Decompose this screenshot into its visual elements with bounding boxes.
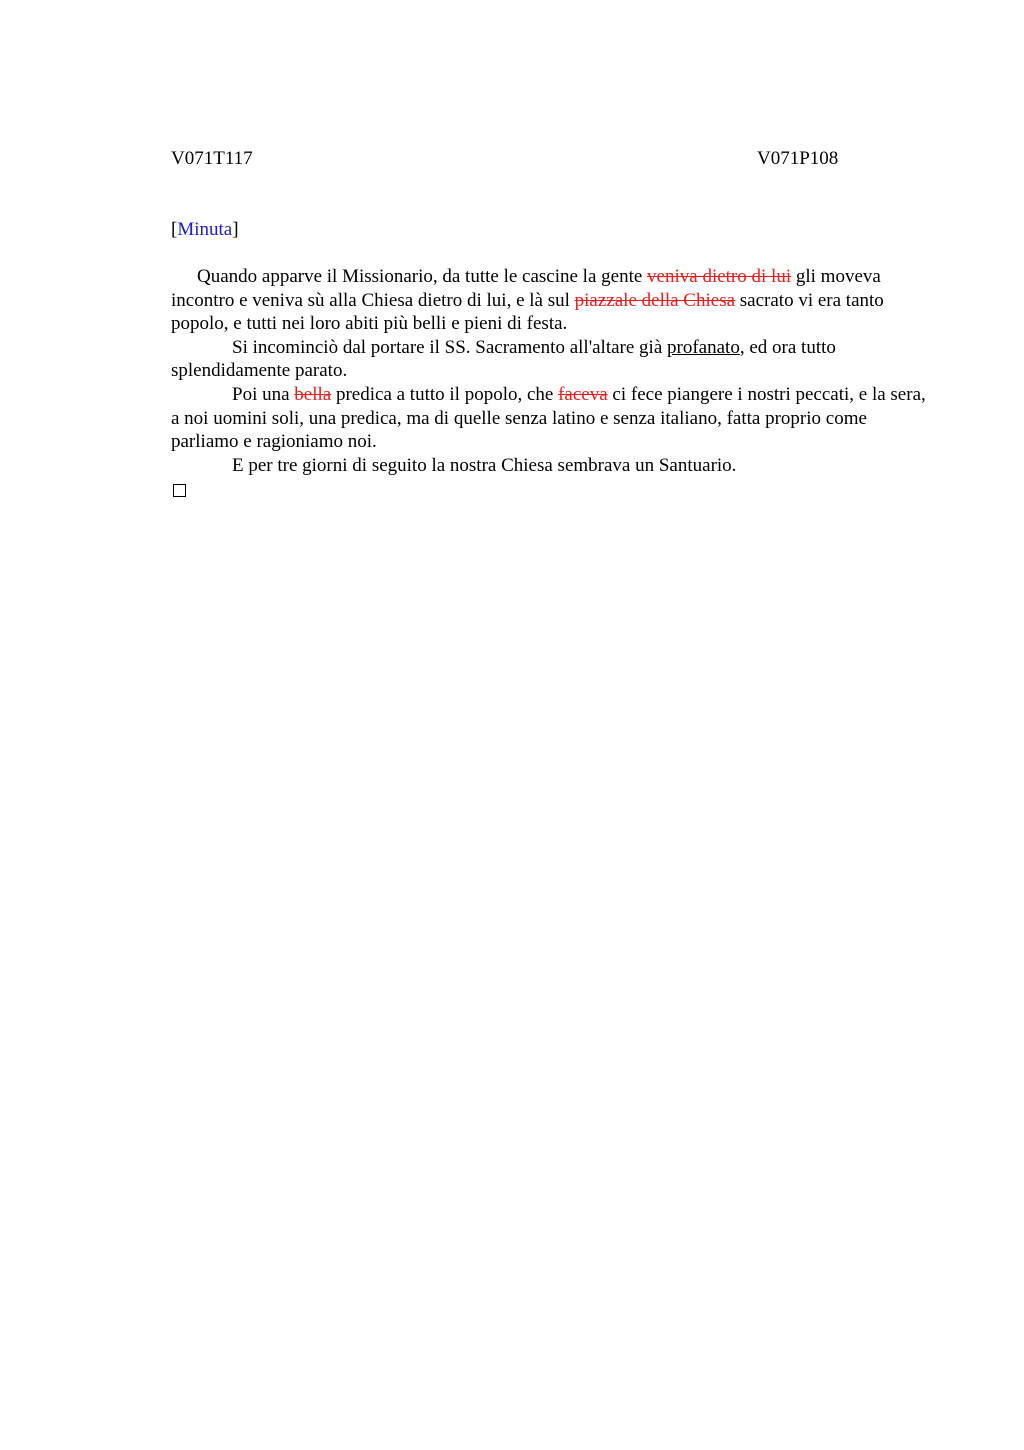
deleted-text: veniva dietro di lui (647, 266, 792, 287)
close-bracket: ] (232, 219, 239, 240)
text-run: , ed ora tutto splendidamente parato. (171, 336, 836, 382)
text-run: E per tre giorni di seguito la nostra Chiesa sembrava un Santuario. (232, 454, 737, 476)
text-run: Quando apparve il Missionario, da tutte le cascine la gente (197, 266, 648, 287)
text-run: ci fece piangere i nostri peccati, e la sera, a noi uomini soli, una predica, ma di quelle senza latino e senza italiano, fatta proprio come parliamo e ragioniamo noi. (171, 383, 926, 453)
text-run: gli moveva incontro e veniva sù alla Chiesa dietro di lui, e là sul (171, 266, 881, 311)
deleted-text: piazzale della Chiesa (574, 289, 736, 311)
document-body (171, 265, 931, 504)
open-bracket: [ (171, 219, 178, 240)
minuta-label (171, 218, 239, 241)
end-mark (171, 477, 931, 504)
paragraph-1 (171, 265, 931, 336)
text-run: predica a tutto il popolo, che (331, 383, 559, 405)
paragraph-3 (171, 383, 931, 454)
deleted-text: faceva (558, 383, 608, 405)
page-code-right: V071P108 (757, 148, 839, 169)
paragraph-4 (171, 454, 931, 478)
text-run: Poi una (232, 383, 295, 405)
deleted-text: bella (294, 383, 332, 405)
text-run: sacrato vi era tanto popolo, e tutti nei loro abiti più belli e pieni di festa. (171, 289, 884, 335)
paragraph-2 (171, 336, 931, 383)
underlined-text: profanato (667, 336, 740, 358)
document-code-left: V071T117 (171, 148, 253, 169)
text-run: Si incominciò dal portare il SS. Sacramento all'altare già (232, 336, 668, 358)
minuta-word: Minuta (177, 219, 233, 240)
empty-square-icon (173, 484, 186, 497)
